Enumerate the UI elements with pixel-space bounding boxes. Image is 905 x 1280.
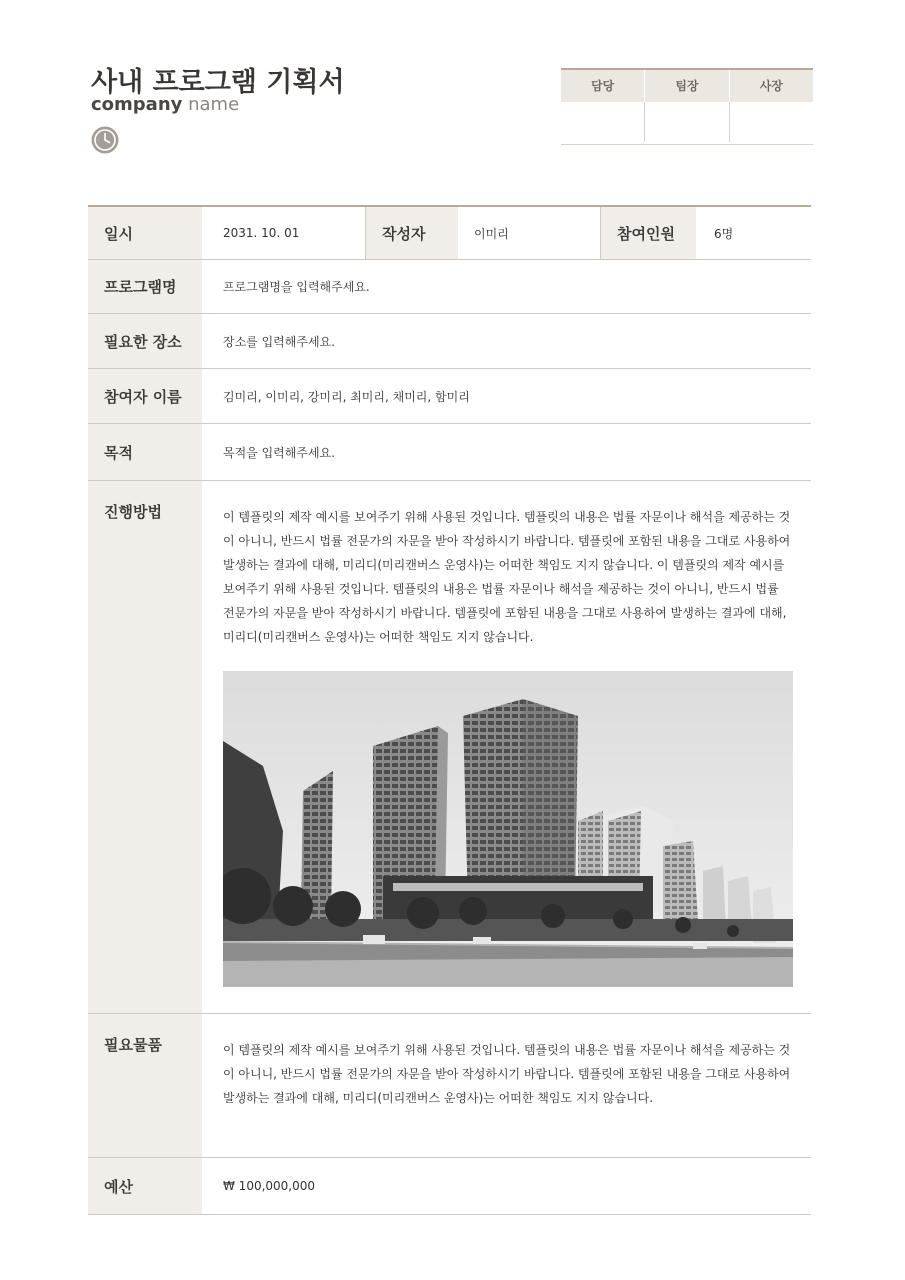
approval-header-team-lead: 팀장	[644, 70, 728, 102]
row-budget	[88, 1158, 811, 1215]
approval-sign-staff[interactable]	[561, 102, 644, 142]
method-content	[202, 481, 811, 1013]
row-program	[88, 260, 811, 314]
document-title: 사내 프로그램 기획서	[91, 67, 345, 98]
approval-sign-team-lead[interactable]	[644, 102, 728, 142]
method-text[interactable]: 이 템플릿의 제작 예시를 보여주기 위해 사용된 것입니다. 템플릿의 내용은 법률 자문이나 해석을 제공하는 것이 아니니, 반드시 법률 전문가의 자문을 받아 작성하시기 바랍니다. 템플릿에 포함된 내용을 그대로 사용하여 발생하는 결과에 대해, 미리디(미리캔버스 운영사)는 어떠한 책임도 지지 않습니다. 이 템플릿의 제작 예시를 보여주기 위해 사용된 것입니다. 템플릿의 내용은 법률 자문이나 해석을 제공하는 것이 아니니, 반드시 법률 전문가의 자문을 받아 작성하시기 바랍니다. 템플릿에 포함된 내용을 그대로 사용하여 발생하는 결과에 대해, 미리디(미리캔버스 운영사)는 어떠한 책임도 지지 않습니다.	[223, 510, 791, 644]
row-method	[88, 481, 811, 1014]
label-supplies: 필요물품	[88, 1014, 202, 1157]
row-participants	[88, 369, 811, 424]
label-budget: 예산	[88, 1158, 202, 1214]
people-value[interactable]: 6명	[714, 226, 734, 241]
company-name-light: name	[188, 94, 240, 115]
program-value[interactable]: 프로그램명을 입력해주세요.	[223, 280, 370, 294]
row-purpose	[88, 424, 811, 481]
place-value[interactable]: 장소를 입력해주세요.	[223, 334, 335, 349]
participants-value[interactable]: 김미리, 이미리, 강미리, 최미리, 채미리, 함미리	[223, 389, 470, 404]
budget-value[interactable]: ₩ 100,000,000	[223, 1179, 316, 1193]
row-date-author-people	[88, 207, 811, 260]
label-program: 프로그램명	[88, 260, 202, 313]
label-author: 작성자	[366, 207, 458, 259]
row-place	[88, 314, 811, 369]
program-form	[88, 205, 811, 1215]
label-place: 필요한 장소	[88, 314, 202, 368]
city-buildings-photo	[223, 671, 793, 987]
approval-header-staff: 담당	[591, 79, 615, 93]
company-name-bold: company	[91, 94, 183, 115]
label-participants: 참여자 이름	[88, 369, 202, 423]
author-value[interactable]: 이미리	[458, 207, 601, 259]
label-purpose: 목적	[88, 424, 202, 480]
label-method: 진행방법	[88, 481, 202, 1013]
clock-icon	[91, 126, 119, 154]
date-value[interactable]: 2031. 10. 01	[202, 207, 366, 259]
row-supplies	[88, 1014, 811, 1158]
approval-box	[561, 68, 813, 145]
supplies-text[interactable]: 이 템플릿의 제작 예시를 보여주기 위해 사용된 것입니다. 템플릿의 내용은 법률 자문이나 해석을 제공하는 것이 아니니, 반드시 법률 전문가의 자문을 받아 작성하시기 바랍니다. 템플릿에 포함된 내용을 그대로 사용하여 발생하는 결과에 대해, 미리디(미리캔버스 운영사)는 어떠한 책임도 지지 않습니다.	[223, 1043, 791, 1105]
company-name	[91, 94, 239, 115]
label-date: 일시	[88, 207, 202, 259]
supplies-content	[202, 1014, 811, 1157]
approval-header-president: 사장	[729, 70, 813, 102]
label-people: 참여인원	[601, 207, 696, 259]
purpose-value[interactable]: 목적을 입력해주세요.	[223, 445, 335, 460]
approval-sign-president[interactable]	[729, 102, 813, 142]
